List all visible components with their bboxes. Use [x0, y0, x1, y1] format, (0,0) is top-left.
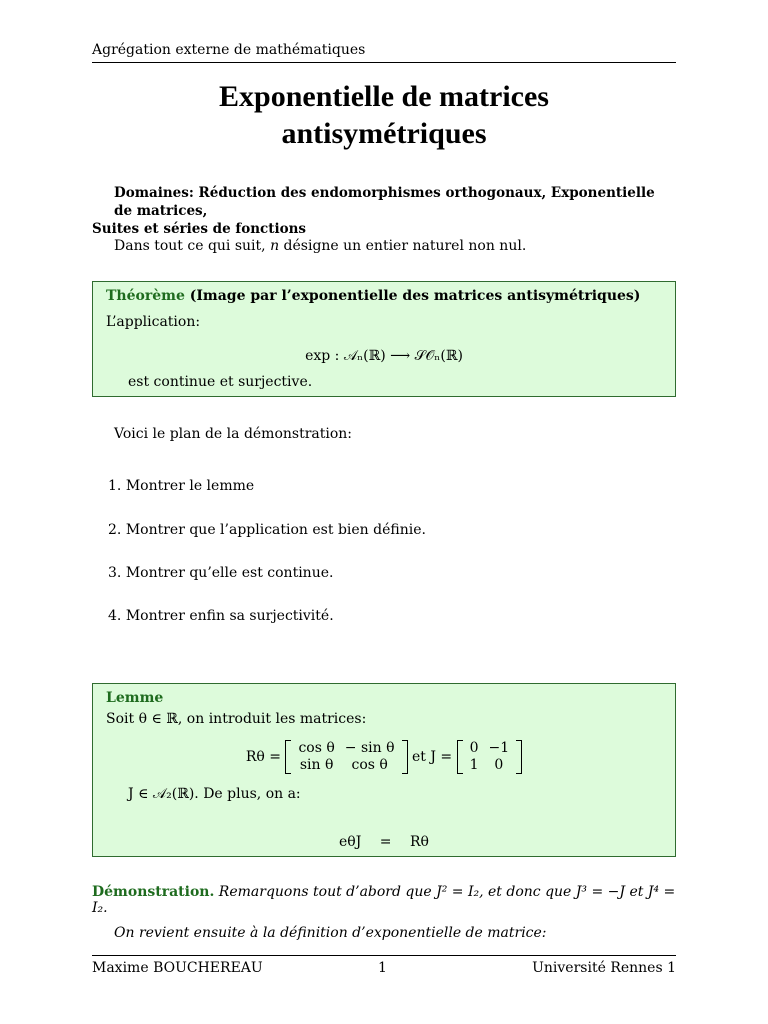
demonstration-next: On revient ensuite à la définition d’exponentielle de matrice:	[114, 925, 547, 941]
demonstration-text: Remarquons tout d’abord que J² = I₂, et donc que J³ = −J et J⁴ = I₂.	[92, 884, 676, 916]
theorem-label: Théorème	[106, 288, 185, 304]
demonstration-paragraph	[92, 884, 676, 916]
list-item-text: Montrer qu’elle est continue.	[125, 565, 334, 581]
footer-author: Maxime BOUCHEREAU	[92, 960, 263, 976]
theorem-box	[92, 281, 676, 397]
lemma-line-2: J ∈ 𝒜₂(ℝ). De plus, on a:	[128, 786, 301, 802]
list-item	[108, 522, 426, 538]
equation-rhs: Rθ	[409, 834, 429, 850]
intro-text-end: désigne un entier naturel non nul.	[279, 238, 527, 254]
title-line-2: antisymétriques	[281, 117, 487, 150]
matrix-cell: 0	[494, 757, 504, 773]
list-item	[108, 565, 333, 581]
running-header: Agrégation externe de mathématiques	[92, 42, 366, 58]
matrix-cell: cos θ	[298, 740, 335, 756]
theorem-formula: exp : 𝒜ₙ(ℝ) ⟶ 𝒮𝒪ₙ(ℝ)	[305, 348, 463, 364]
domains-line-2: Suites et séries de fonctions	[92, 221, 307, 237]
list-item-text: Montrer le lemme	[125, 478, 255, 494]
title-line-1: Exponentielle de matrices	[219, 80, 549, 113]
r-theta-matrix	[285, 740, 407, 774]
list-item-text: Montrer enfin sa surjectivité.	[125, 608, 334, 624]
lemma-equation	[93, 834, 675, 850]
lemma-label: Lemme	[106, 690, 164, 706]
matrix-cell: − sin θ	[344, 740, 395, 756]
list-item-text: Montrer que l’application est bien définie.	[125, 522, 426, 538]
document-title	[92, 78, 676, 152]
intro-text-start: Dans tout ce qui suit,	[114, 238, 271, 254]
et-j-label: et J =	[411, 749, 453, 765]
theorem-line-1: L’application:	[106, 314, 201, 330]
j-matrix	[457, 740, 523, 774]
page-number: 1	[378, 960, 387, 976]
plan-intro: Voici le plan de la démonstration:	[114, 426, 353, 442]
intro-paragraph	[92, 238, 676, 254]
matrix-cell: sin θ	[299, 757, 334, 773]
list-item	[108, 608, 334, 624]
list-item-number: 3.	[108, 565, 122, 581]
intro-variable: n	[270, 238, 280, 254]
list-item-number: 4.	[108, 608, 122, 624]
header-rule	[92, 62, 676, 63]
demonstration-label: Démonstration.	[92, 884, 215, 900]
matrix-cell: −1	[488, 740, 510, 756]
lemma-matrices	[93, 740, 675, 774]
equation-sign: =	[379, 834, 392, 850]
matrix-cell: cos θ	[351, 757, 388, 773]
matrix-cell: 0	[469, 740, 479, 756]
matrix-cell: 1	[469, 757, 479, 773]
list-item-number: 1.	[108, 478, 122, 494]
r-theta-label: Rθ =	[245, 749, 281, 765]
list-item	[108, 478, 254, 494]
footer-university: Université Rennes 1	[532, 960, 676, 976]
lemma-line-1: Soit θ ∈ ℝ, on introduit les matrices:	[106, 711, 367, 727]
lemma-box	[92, 683, 676, 857]
domains-line-1: Domaines: Réduction des endomorphismes orthogonaux, Exponentielle de matrices,	[114, 185, 655, 219]
equation-lhs: eθJ	[339, 834, 362, 850]
domains-block	[92, 184, 676, 238]
theorem-heading	[106, 288, 640, 304]
theorem-name: (Image par l’exponentielle des matrices antisymétriques)	[189, 288, 641, 304]
footer-rule	[92, 955, 676, 956]
list-item-number: 2.	[108, 522, 122, 538]
theorem-line-2: est continue et surjective.	[128, 374, 313, 390]
